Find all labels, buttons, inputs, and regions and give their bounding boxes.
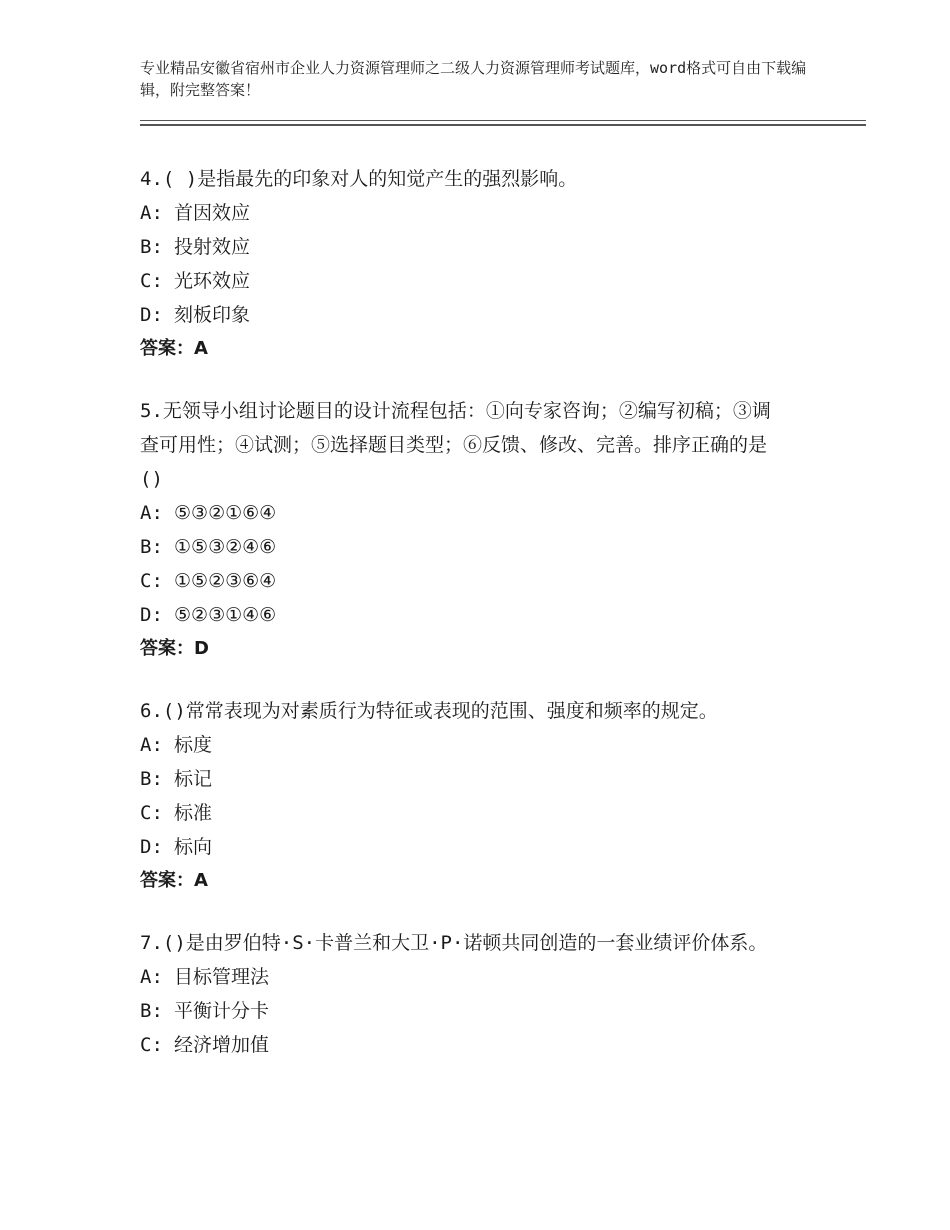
option-text: ①⑤②③⑥④ bbox=[174, 570, 277, 592]
question-list bbox=[140, 162, 820, 1090]
option-d bbox=[140, 298, 820, 332]
option-a bbox=[140, 960, 820, 994]
option-text: 标度 bbox=[174, 734, 213, 756]
option-letter: C: bbox=[140, 802, 163, 824]
option-text: 刻板印象 bbox=[174, 304, 251, 326]
option-letter: A: bbox=[140, 734, 163, 756]
option-letter: C: bbox=[140, 270, 163, 292]
option-letter: A: bbox=[140, 966, 163, 988]
header-divider bbox=[140, 120, 866, 126]
option-letter: D: bbox=[140, 604, 163, 626]
option-letter: B: bbox=[140, 536, 163, 558]
question-stem: 4.( )是指最先的印象对人的知觉产生的强烈影响。 bbox=[140, 168, 578, 190]
option-a bbox=[140, 496, 820, 530]
option-letter: B: bbox=[140, 1000, 163, 1022]
question-4 bbox=[140, 162, 820, 366]
answer-line: 答案：A bbox=[140, 870, 208, 891]
option-text: 经济增加值 bbox=[174, 1034, 270, 1056]
answer-line: 答案：A bbox=[140, 338, 208, 359]
option-text: 首因效应 bbox=[174, 202, 251, 224]
document-header bbox=[140, 57, 830, 101]
question-stem: 6.()常常表现为对素质行为特征或表现的范围、强度和频率的规定。 bbox=[140, 700, 718, 722]
option-text: 标向 bbox=[174, 836, 213, 858]
option-c bbox=[140, 1028, 820, 1062]
option-b bbox=[140, 762, 820, 796]
option-text: 标记 bbox=[174, 768, 213, 790]
option-text: ①⑤③②④⑥ bbox=[174, 536, 277, 558]
option-text: 标准 bbox=[174, 802, 213, 824]
option-text: 平衡计分卡 bbox=[174, 1000, 270, 1022]
option-letter: B: bbox=[140, 768, 163, 790]
option-d bbox=[140, 598, 820, 632]
question-6 bbox=[140, 694, 820, 898]
option-text: 光环效应 bbox=[174, 270, 251, 292]
option-b bbox=[140, 994, 820, 1028]
option-letter: B: bbox=[140, 236, 163, 258]
option-letter: C: bbox=[140, 570, 163, 592]
option-letter: C: bbox=[140, 1034, 163, 1056]
answer-line: 答案：D bbox=[140, 638, 209, 659]
option-text: ⑤②③①④⑥ bbox=[174, 604, 277, 626]
option-text: 投射效应 bbox=[174, 236, 251, 258]
option-letter: A: bbox=[140, 202, 163, 224]
header-title: 专业精品安徽省宿州市企业人力资源管理师之二级人力资源管理师考试题库，word格式可自由下载编辑，附完整答案！ bbox=[140, 59, 807, 99]
option-c bbox=[140, 264, 820, 298]
option-d bbox=[140, 830, 820, 864]
option-a bbox=[140, 728, 820, 762]
option-letter: A: bbox=[140, 502, 163, 524]
question-7 bbox=[140, 926, 820, 1062]
question-stem: 7.()是由罗伯特·S·卡普兰和大卫·P·诺顿共同创造的一套业绩评价体系。 bbox=[140, 932, 768, 954]
option-a bbox=[140, 196, 820, 230]
question-5 bbox=[140, 394, 820, 666]
option-text: 目标管理法 bbox=[174, 966, 270, 988]
option-letter: D: bbox=[140, 836, 163, 858]
option-c bbox=[140, 564, 820, 598]
option-b bbox=[140, 530, 820, 564]
option-text: ⑤③②①⑥④ bbox=[174, 502, 277, 524]
option-b bbox=[140, 230, 820, 264]
option-letter: D: bbox=[140, 304, 163, 326]
option-c bbox=[140, 796, 820, 830]
question-stem: 5.无领导小组讨论题目的设计流程包括：①向专家咨询；②编写初稿；③调查可用性；④试测；⑤选择题目类型；⑥反馈、修改、完善。排序正确的是() bbox=[140, 400, 771, 490]
